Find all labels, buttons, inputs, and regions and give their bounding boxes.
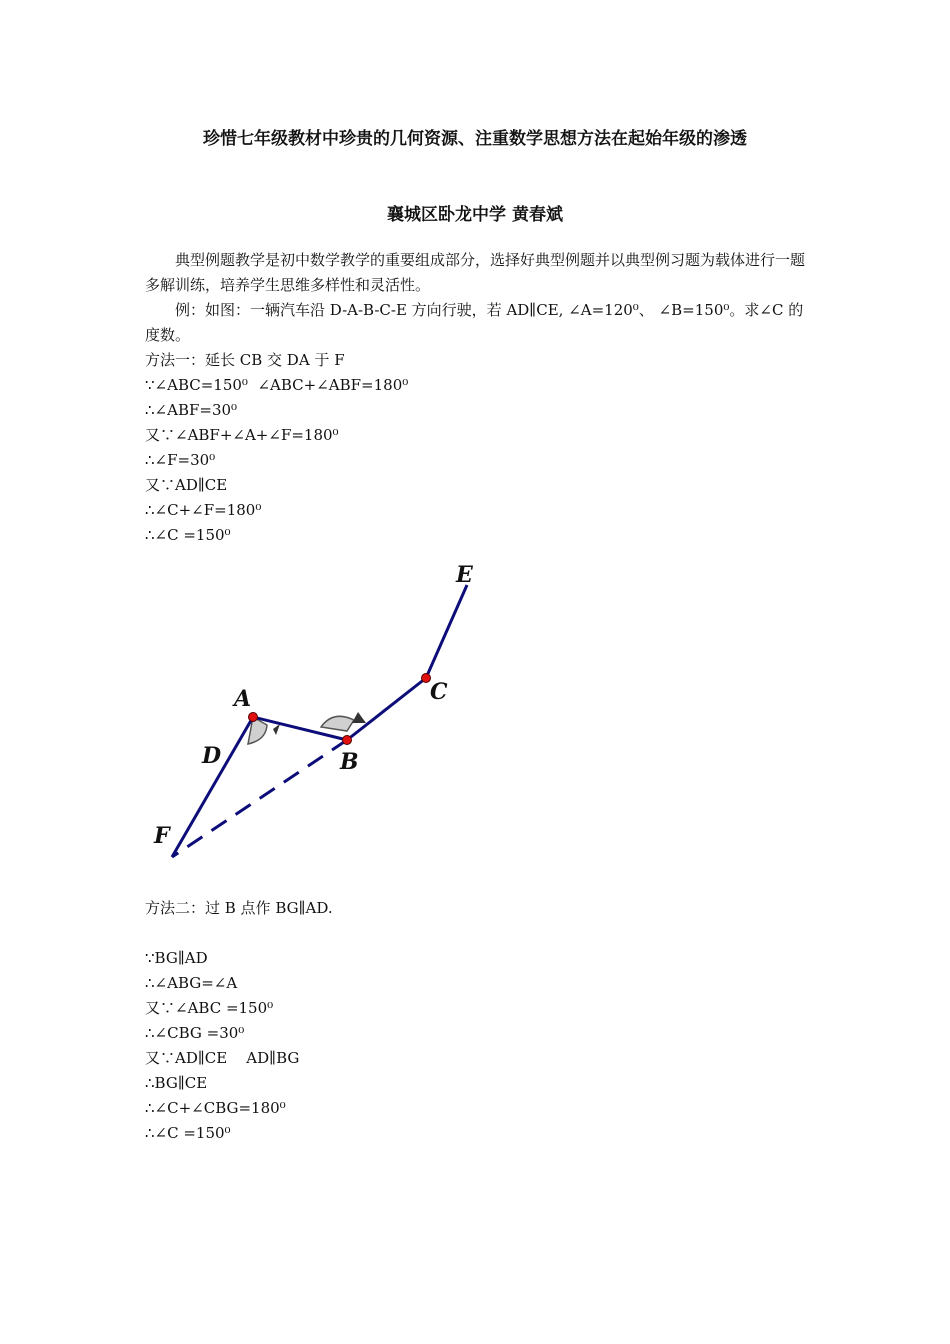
method-one-line: 又∵AD∥CE [145,476,228,494]
method-two-line: ∴∠ABG=∠A [145,974,238,992]
angle-b-arrow [352,712,366,723]
method-two-line: ∴∠C+∠CBG=180⁰ [145,1099,286,1117]
dashed-extension-b-f [172,740,347,857]
method-one-line: ∴∠ABF=30⁰ [145,401,238,419]
label-f: F [154,823,170,849]
point-b [343,736,352,745]
label-b: B [340,749,359,775]
label-e: E [456,562,473,588]
method-two-line: 又∵∠ABC =150⁰ [145,999,274,1017]
method-two-line: 又∵AD∥CE AD∥BG [145,1049,300,1067]
method-one-line: ∴∠C =150⁰ [145,526,231,544]
author-line: 襄城区卧龙中学 黄春斌 [387,205,563,225]
method-one-line: ∴∠F=30⁰ [145,451,216,469]
method-two-line: ∵BG∥AD [145,949,208,967]
point-a [249,713,258,722]
method-two-heading: 方法二：过 B 点作 BG∥AD. [145,899,333,917]
method-one-block [145,348,408,548]
method-two-line: ∴∠CBG =30⁰ [145,1024,245,1042]
geometry-figure [140,560,500,870]
method-one-line: ∴∠C+∠F=180⁰ [145,501,262,519]
angle-b-marker [321,716,354,731]
label-a: A [234,686,252,712]
segment-c-e [426,585,467,678]
method-one-line: 方法一：延长 CB 交 DA 于 F [145,351,345,369]
document-title: 珍惜七年级教材中珍贵的几何资源、注重数学思想方法在起始年级的渗透 [203,129,747,149]
method-two-line: ∴BG∥CE [145,1074,208,1092]
angle-a-arrow [273,724,280,735]
example-paragraph: 例：如图：一辆汽车沿 D-A-B-C-E 方向行驶，若 AD∥CE, ∠A=120⁰、 ∠B=150⁰。求∠C 的度数。 [145,301,804,344]
segment-b-c [347,678,426,740]
method-two-block [145,896,333,1146]
label-c: C [430,679,448,705]
segment-f-a [172,717,253,857]
blank-line [145,921,333,946]
label-d: D [202,743,222,769]
intro-paragraph: 典型例题教学是初中数学教学的重要组成部分，选择好典型例题并以典型例习题为载体进行一题多解训练，培养学生思维多样性和灵活性。 [145,251,806,294]
method-two-line: ∴∠C =150⁰ [145,1124,231,1142]
method-one-line: ∵∠ABC=150⁰ ∠ABC+∠ABF=180⁰ [145,376,409,394]
method-one-line: 又∵∠ABF+∠A+∠F=180⁰ [145,426,339,444]
